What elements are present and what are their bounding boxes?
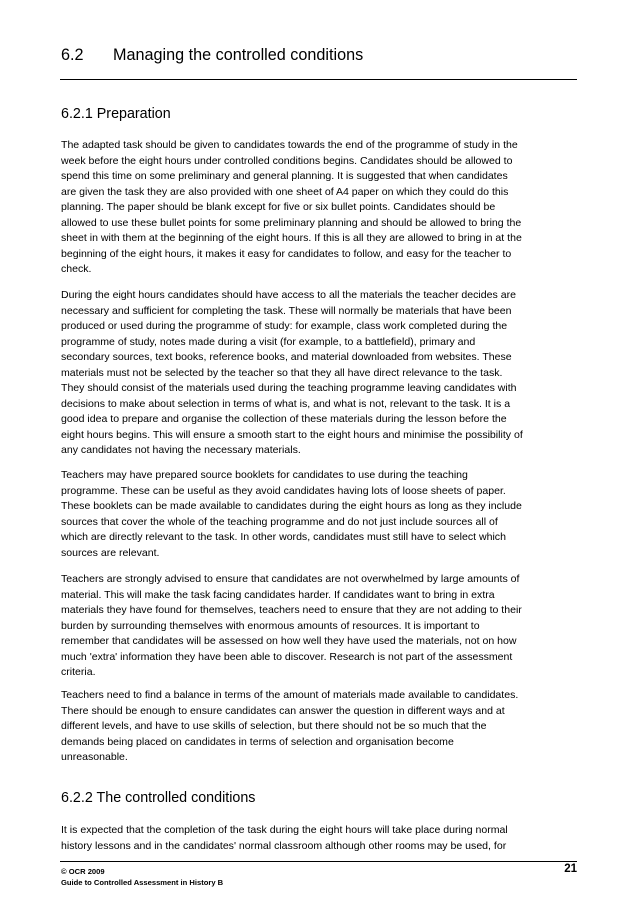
text-line: Teachers may have prepared source booklets for candidates to use during the teaching [61, 469, 468, 481]
text-line: materials they have found for themselves, teachers need to ensure that they are not adding to their [61, 604, 522, 617]
text-line: criteria. [61, 666, 96, 679]
text-line: material. This will make the task facing candidates harder. If candidates want to bring in extra [61, 588, 495, 601]
text-line: The adapted task should be given to candidates towards the end of the programme of study in the [61, 139, 518, 151]
subsection-heading-controlled-conditions: 6.2.2 The controlled conditions [61, 790, 256, 806]
paragraph-3 [61, 468, 581, 561]
text-line: history lessons and in the candidates' normal classroom although other rooms may be used, for [61, 839, 507, 852]
text-line: eight hours begins. This will ensure a smooth start to the eight hours and minimise the possibility of [61, 428, 523, 441]
text-line: beginning of the eight hours, it makes it easy for candidates to follow, and easy for the teacher to [61, 247, 512, 260]
section-number: 6.2 [61, 46, 84, 64]
section-divider [60, 79, 577, 80]
text-line: There should be enough to ensure candidates can answer the question in different ways and at [61, 704, 505, 717]
paragraph-4 [61, 572, 581, 681]
text-line: planning. The paper should be blank except for five or six bullet points. Candidates should be [61, 201, 496, 214]
subsection-heading-preparation: 6.2.1 Preparation [61, 106, 171, 122]
footer-guide-title: Guide to Controlled Assessment in History B [61, 878, 224, 887]
text-line: any candidates not having the necessary materials. [61, 444, 301, 457]
text-line: sources that cover the whole of the teaching programme and do not just include sources all of [61, 515, 498, 528]
text-line: different levels, and have to use skills of selection, but there should not be so much that the [61, 720, 487, 733]
footer-copyright: © OCR 2009 [61, 867, 105, 876]
text-line: sources are relevant. [61, 546, 160, 559]
section-title-text: Managing the controlled conditions [113, 46, 364, 64]
text-line: Teachers need to find a balance in terms of the amount of materials made available to candidates. [61, 689, 519, 701]
text-line: sheet in with them at the beginning of the eight hours. If this is all they are allowed to bring in at the [61, 232, 522, 245]
paragraph-5 [61, 688, 581, 766]
footer-info [61, 866, 223, 888]
text-line: check. [61, 263, 92, 276]
text-line: burden by surrounding themselves with enormous amounts of resources. It is important to [61, 619, 480, 632]
page-number: 21 [564, 863, 577, 875]
text-line: week before the eight hours under controlled conditions begins. Candidates should be allowed to [61, 154, 513, 167]
text-line: good idea to prepare and organise the collection of these materials during the lesson before the [61, 413, 507, 426]
text-line: unreasonable. [61, 751, 128, 764]
paragraph-2 [61, 288, 581, 459]
text-line: are given the task they are also provided with one sheet of A4 paper on which they could do this [61, 185, 509, 198]
text-line: spend this time on some preliminary and general planning. It is suggested that when candidates [61, 170, 508, 183]
text-line: necessary and sufficient for completing the task. These will normally be materials that have been [61, 304, 512, 317]
text-line: secondary sources, text books, reference books, and material downloaded from websites. These [61, 351, 512, 364]
text-line: which are directly relevant to the task. In other words, candidates must still have to select which [61, 531, 506, 544]
text-line: programme of study, notes made during a visit (for example, to a battlefield), primary and [61, 335, 476, 348]
text-line: During the eight hours candidates should have access to all the materials the teacher decides are [61, 289, 516, 301]
text-line: much 'extra' information they have been able to discover. Research is not part of the assessment [61, 650, 513, 663]
text-line: They should consist of the materials used during the teaching programme leaving candidates with [61, 382, 517, 395]
section-heading [61, 46, 363, 65]
text-line: demands being placed on candidates in terms of selection and organisation become [61, 735, 454, 748]
text-line: These booklets can be made available to candidates during the eight hours as long as they include [61, 500, 522, 513]
text-line: programme. These can be useful as they avoid candidates having lots of loose sheets of paper. [61, 484, 506, 497]
text-line: allowed to use these bullet points for some preliminary planning and should be allowed to bring the [61, 216, 522, 229]
text-line: remember that candidates will be assessed on how well they have used the materials, not on how [61, 635, 517, 648]
paragraph-6 [61, 823, 581, 854]
footer-divider [60, 861, 577, 862]
text-line: decisions to make about selection in terms of what is, and what is not, relevant to the task. It is a [61, 397, 511, 410]
text-line: It is expected that the completion of the task during the eight hours will take place during normal [61, 824, 508, 836]
text-line: materials must not be selected by the teacher so that they all have direct relevance to the task. [61, 366, 503, 379]
paragraph-1 [61, 138, 581, 278]
text-line: Teachers are strongly advised to ensure that candidates are not overwhelmed by large amounts of [61, 573, 520, 585]
text-line: produced or used during the programme of study: for example, class work completed during the [61, 320, 508, 333]
